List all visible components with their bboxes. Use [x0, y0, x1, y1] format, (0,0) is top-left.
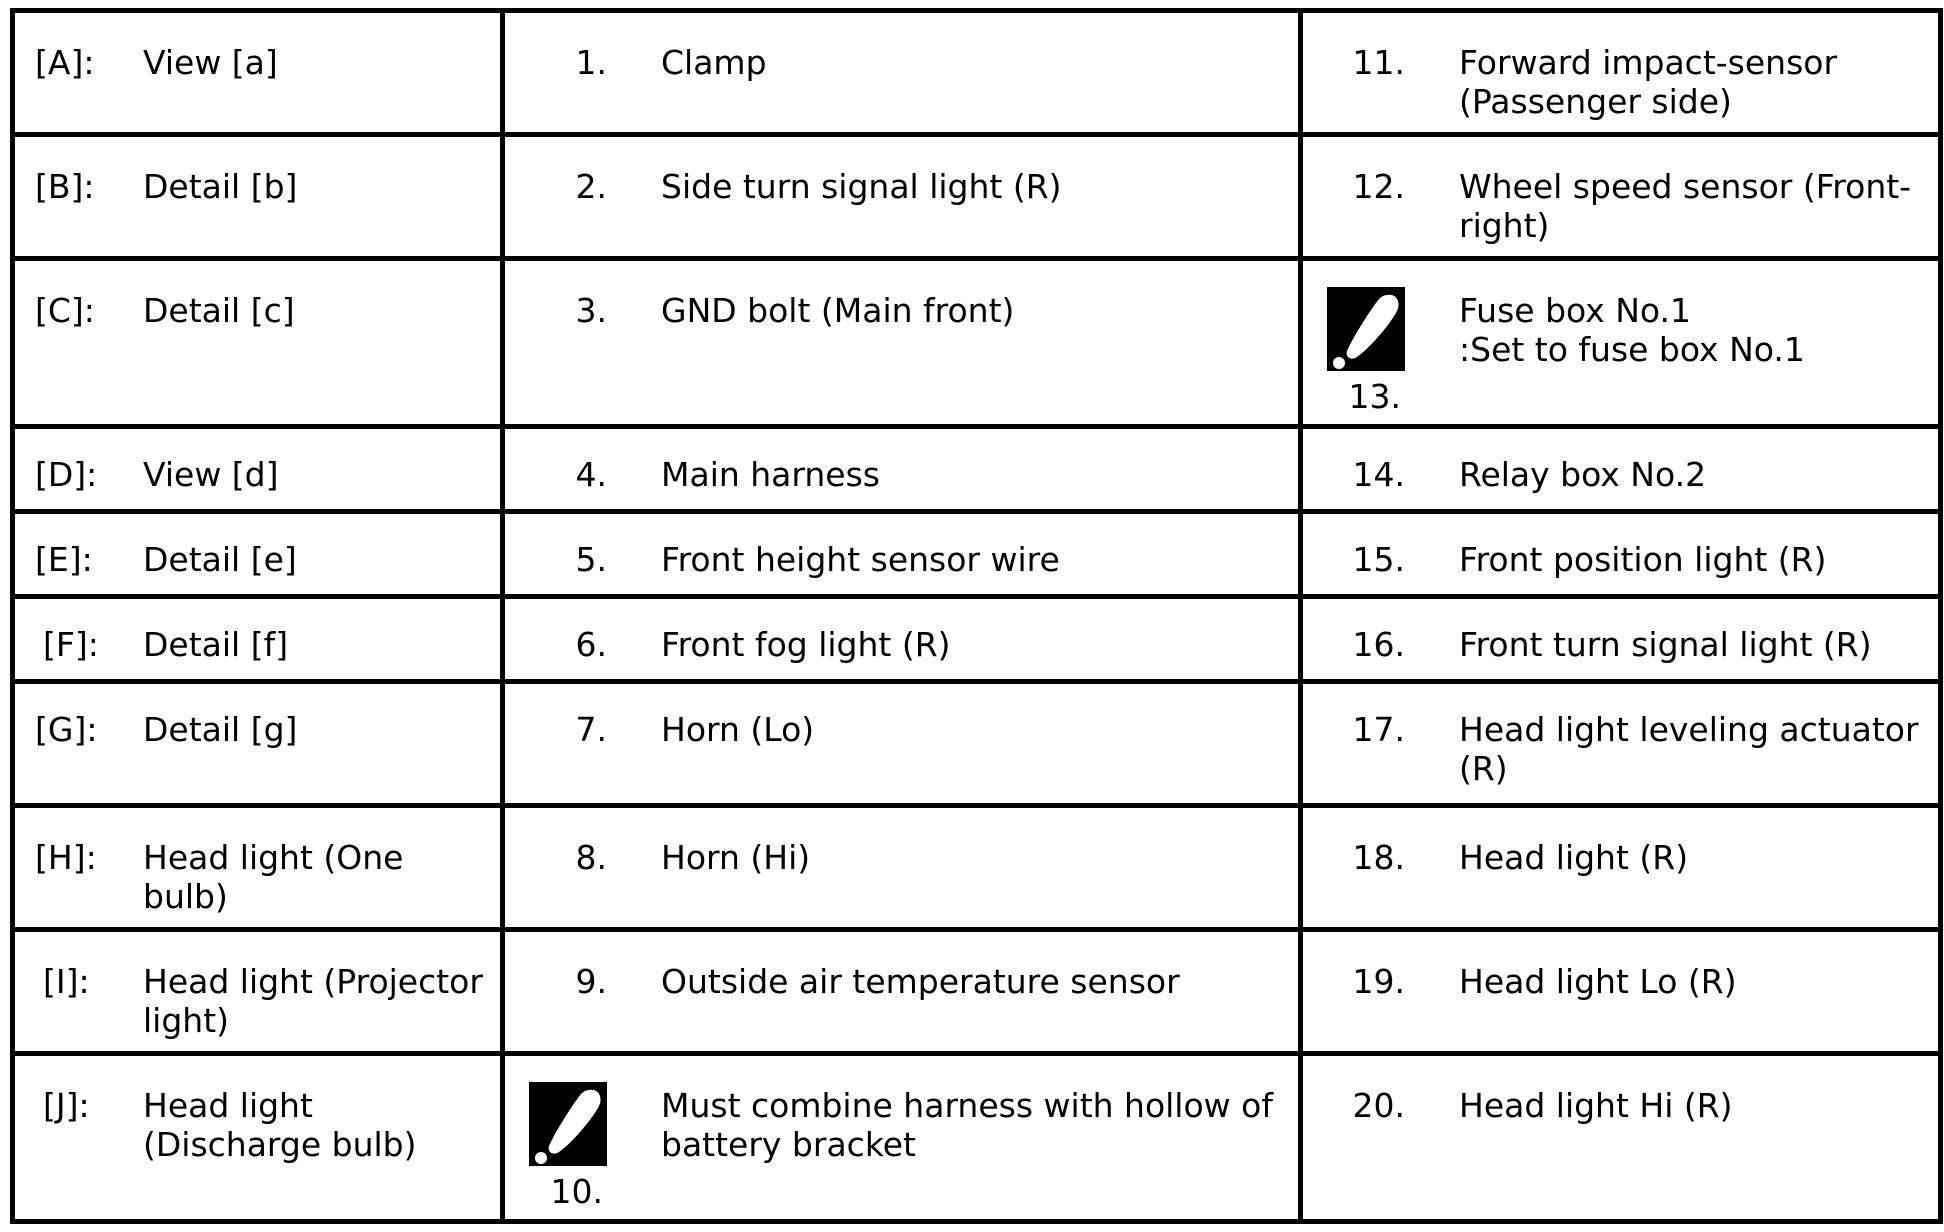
part-number: 10. [550, 1172, 603, 1211]
part-number: 6. [575, 625, 607, 664]
view-label: Detail [f] [143, 625, 289, 664]
parts-legend-table [10, 8, 1943, 1224]
part-number: 3. [575, 291, 607, 330]
legend-cell [1301, 135, 1941, 259]
table-row [13, 930, 1941, 1054]
view-label: View [a] [143, 43, 278, 82]
view-label: Detail [g] [143, 710, 298, 749]
table-row [13, 135, 1941, 259]
view-ref: [E]: [35, 540, 93, 579]
legend-cell [13, 512, 503, 597]
legend-cell [13, 259, 503, 427]
part-number: 5. [575, 540, 607, 579]
part-label: Head light (R) [1459, 838, 1689, 877]
view-ref: [C]: [35, 291, 95, 330]
view-label: Head light (Projector light) [143, 962, 483, 1040]
part-number: 13. [1348, 377, 1401, 416]
part-label: Outside air temperature sensor [661, 962, 1180, 1001]
view-ref: [G]: [35, 710, 98, 749]
view-label: Head light (One bulb) [143, 838, 404, 916]
legend-cell [13, 135, 503, 259]
view-ref: [B]: [35, 167, 95, 206]
part-label: Front position light (R) [1459, 540, 1827, 579]
part-number: 18. [1352, 838, 1405, 877]
legend-cell [13, 930, 503, 1054]
part-label: Front height sensor wire [661, 540, 1060, 579]
part-label: Forward impact-sensor (Passenger side) [1459, 43, 1838, 121]
part-label: Head light leveling actuator (R) [1459, 710, 1919, 788]
table-row [13, 1054, 1941, 1222]
legend-cell [1301, 259, 1941, 427]
view-label: Head light (Discharge bulb) [143, 1086, 417, 1164]
table-row [13, 806, 1941, 930]
table-row [13, 512, 1941, 597]
note-ref [505, 1086, 617, 1211]
legend-cell [13, 427, 503, 512]
part-label: GND bolt (Main front) [661, 291, 1015, 330]
legend-cell [1301, 682, 1941, 806]
legend-cell [13, 806, 503, 930]
table-row [13, 11, 1941, 135]
legend-cell [503, 1054, 1301, 1222]
part-label: Horn (Hi) [661, 838, 811, 877]
part-label [1415, 291, 1938, 369]
view-label: Detail [b] [143, 167, 298, 206]
view-label: View [d] [143, 455, 279, 494]
view-ref: [A]: [35, 43, 95, 82]
table-row [13, 597, 1941, 682]
part-number: 14. [1352, 455, 1405, 494]
part-label: Head light Hi (R) [1459, 1086, 1733, 1125]
part-label: Wheel speed sensor (Front-right) [1459, 167, 1912, 245]
legend-cell [13, 682, 503, 806]
legend-cell [503, 11, 1301, 135]
note-ref [1303, 291, 1415, 416]
part-label-line2: :Set to fuse box No.1 [1459, 330, 1805, 369]
view-ref: [H]: [35, 838, 97, 877]
part-label: Side turn signal light (R) [661, 167, 1062, 206]
part-number: 15. [1352, 540, 1405, 579]
legend-cell [503, 597, 1301, 682]
caution-note-icon [1327, 287, 1405, 371]
part-label: Must combine harness with hollow of battery bracket [661, 1086, 1273, 1164]
part-number: 11. [1352, 43, 1405, 82]
table-row [13, 427, 1941, 512]
part-number: 1. [575, 43, 607, 82]
part-label: Relay box No.2 [1459, 455, 1707, 494]
caution-note-icon [529, 1082, 607, 1166]
part-number: 20. [1352, 1086, 1405, 1125]
legend-cell [1301, 597, 1941, 682]
legend-cell [1301, 1054, 1941, 1222]
part-number: 12. [1352, 167, 1405, 206]
legend-cell [1301, 512, 1941, 597]
legend-cell [503, 135, 1301, 259]
table-row [13, 259, 1941, 427]
view-ref: [I]: [43, 962, 90, 1001]
part-label: Head light Lo (R) [1459, 962, 1737, 1001]
legend-cell [13, 11, 503, 135]
part-label: Horn (Lo) [661, 710, 815, 749]
legend-cell [503, 806, 1301, 930]
part-number: 19. [1352, 962, 1405, 1001]
part-label: Clamp [661, 43, 767, 82]
legend-cell [503, 427, 1301, 512]
part-number: 16. [1352, 625, 1405, 664]
view-label: Detail [e] [143, 540, 297, 579]
legend-cell [503, 930, 1301, 1054]
legend-cell [13, 597, 503, 682]
part-number: 7. [575, 710, 607, 749]
legend-cell [1301, 806, 1941, 930]
part-label: Main harness [661, 455, 880, 494]
table-row [13, 682, 1941, 806]
legend-cell [1301, 11, 1941, 135]
part-number: 17. [1352, 710, 1405, 749]
part-label: Front turn signal light (R) [1459, 625, 1872, 664]
view-ref: [F]: [43, 625, 99, 664]
part-label: Front fog light (R) [661, 625, 951, 664]
legend-cell [1301, 930, 1941, 1054]
legend-cell [503, 512, 1301, 597]
view-label: Detail [c] [143, 291, 295, 330]
part-number: 9. [575, 962, 607, 1001]
part-label-line1: Fuse box No.1 [1459, 291, 1691, 330]
part-number: 2. [575, 167, 607, 206]
view-ref: [D]: [35, 455, 98, 494]
legend-cell [1301, 427, 1941, 512]
legend-cell [13, 1054, 503, 1222]
view-ref: [J]: [43, 1086, 90, 1125]
legend-cell [503, 682, 1301, 806]
legend-cell [503, 259, 1301, 427]
part-number: 8. [575, 838, 607, 877]
part-number: 4. [575, 455, 607, 494]
